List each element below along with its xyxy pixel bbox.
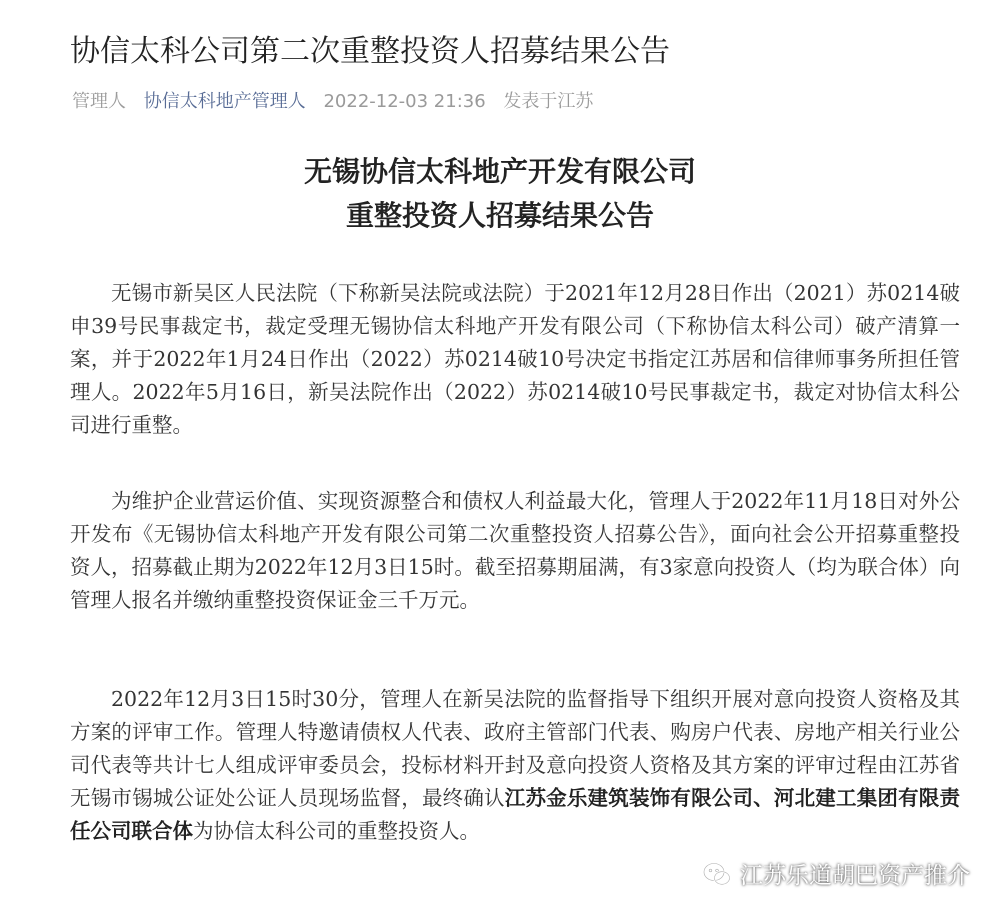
article-meta	[72, 87, 605, 113]
paragraph-3-end: 为协信太科公司的重整投资人。	[193, 819, 480, 843]
investor-name: 江苏金乐建筑装饰有限公司、河北建工集团有限责任公司联合体	[70, 786, 960, 843]
paragraph-3-text	[70, 683, 960, 848]
account-link[interactable]: 协信太科地产管理人	[143, 91, 306, 112]
document-heading-line1: 无锡协信太科地产开发有限公司	[303, 155, 696, 188]
paragraph-1-text: 无锡市新吴区人民法院（下称新吴法院或法院）于2021年12月28日作出（2021）苏0214破申39号民事裁定书，裁定受理无锡协信太科地产开发有限公司（下称协信太科公司）破产清算一案，并于2022年1月24日作出（2022）苏0214破10号决定书指定江苏居和信律师事务所担任管理人。2022年5月16日，新吴法院作出（2022）苏0214破10号民事裁定书，裁定对协信太科公司进行重整。	[70, 281, 960, 437]
document-heading-line2: 重整投资人招募结果公告	[345, 199, 654, 232]
wechat-icon	[702, 861, 732, 887]
publish-time: 2022-12-03 21:36	[323, 91, 486, 112]
watermark	[702, 857, 970, 890]
author-label: 管理人	[72, 91, 126, 112]
watermark-text: 江苏乐道胡巴资产推介	[740, 863, 970, 889]
publish-location: 发表于江苏	[503, 91, 594, 112]
paragraph-3-start: 2022年12月3日15时30分，管理人在新吴法院的监督指导下组织开展对意向投资人资格及其方案的评审工作。管理人特邀请债权人代表、政府主管部门代表、购房户代表、房地产相关行业公司代表等共计七人组成评审委员会，投标材料开封及意向投资人资格及其方案的评审过程由江苏省无锡市锡城公证处公证人员现场监督，最终确认	[70, 687, 960, 810]
paragraph-2	[70, 485, 960, 617]
paragraph-1	[70, 277, 960, 442]
article-title: 协信太科公司第二次重整投资人招募结果公告	[70, 34, 670, 69]
paragraph-3	[70, 683, 960, 848]
paragraph-2-text: 为维护企业营运价值、实现资源整合和债权人利益最大化，管理人于2022年11月18日对外公开发布《无锡协信太科地产开发有限公司第二次重整投资人招募公告》，面向社会公开招募重整投资人，招募截止期为2022年12月3日15时。截至招募期届满，有3家意向投资人（均为联合体）向管理人报名并缴纳重整投资保证金三千万元。	[70, 489, 960, 612]
